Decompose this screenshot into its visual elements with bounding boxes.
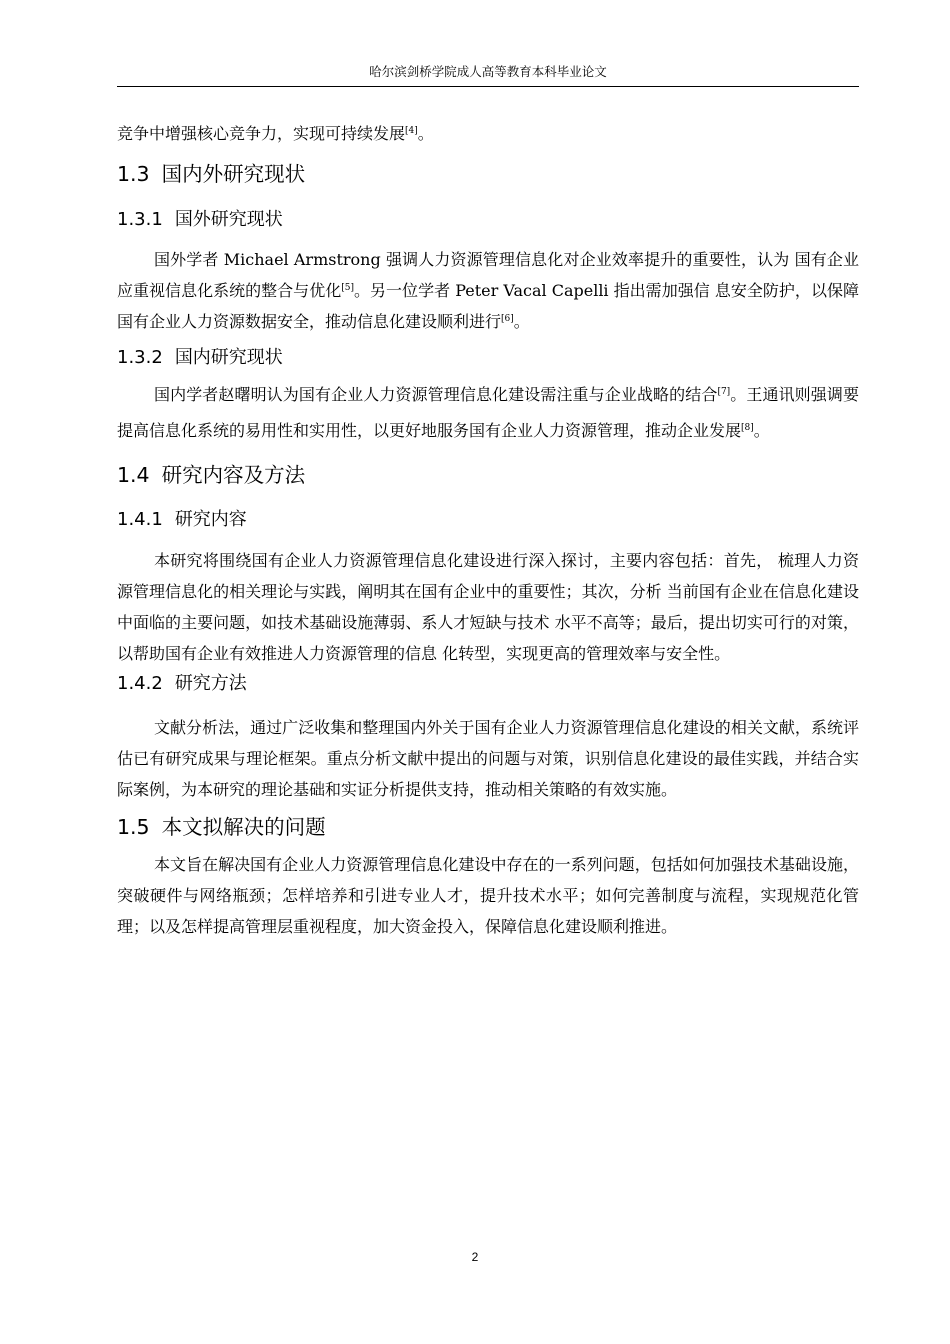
section-title: 本文拟解决的问题	[161, 815, 326, 839]
paragraph-text: 。	[417, 124, 434, 143]
citation: [5]	[341, 283, 354, 293]
section-number: 1.3	[117, 162, 150, 186]
section-heading-1-5	[117, 815, 859, 839]
section-heading-1-4-2	[117, 673, 859, 695]
continuation-paragraph	[117, 118, 859, 149]
paragraph-text: 。另一位学者 Peter Vacal Capelli 指出需加强信 息安全防护，以保障国有企业人力资源数据安全，推动信息化建设顺利进行	[117, 281, 859, 331]
section-number: 1.3.1	[117, 209, 163, 230]
paragraph-text: 。	[753, 421, 770, 440]
citation: [8]	[741, 423, 754, 433]
section-heading-1-3-1	[117, 209, 859, 231]
paragraph-foreign-research	[117, 244, 859, 337]
section-title: 国内研究现状	[174, 347, 283, 368]
citation: [4]	[405, 126, 418, 136]
paragraph-research-content: 本研究将围绕国有企业人力资源管理信息化建设进行深入探讨，主要内容包括：首先， 梳理人力资源管理信息化的相关理论与实践，阐明其在国有企业中的重要性；其次，分析 当前国有企业在信息化建设中面临的主要问题，如技术基础设施薄弱、系人才短缺与技术 水平不高等；最后，提出切实可行的对策，以帮助国有企业有效推进人力资源管理的信息 化转型，实现更高的管理效率与安全性。	[117, 551, 859, 663]
paragraph-text: 国外学者 Michael Armstrong 强调人力资源管理信息化对企业效率提升的重要性，认为 国有企业应重视信息化系统的整合与优化	[117, 250, 859, 300]
citation: [7]	[717, 387, 731, 397]
section-number: 1.4.1	[117, 509, 163, 530]
paragraph-domestic-research	[117, 377, 859, 449]
section-title: 国内外研究现状	[161, 162, 306, 186]
section-title: 国外研究现状	[174, 209, 283, 230]
paragraph-text: 。	[513, 312, 530, 331]
section-number: 1.4.2	[117, 673, 163, 694]
citation: [6]	[501, 314, 514, 324]
section-title: 研究内容及方法	[161, 463, 306, 487]
paragraph-text: 国内学者赵曙明认为国有企业人力资源管理信息化建设需注重与企业战略的结合	[154, 385, 718, 404]
section-number: 1.4	[117, 463, 150, 487]
section-heading-1-3	[117, 162, 859, 186]
body-content	[117, 118, 859, 942]
page-number: 2	[471, 1250, 479, 1264]
section-number: 1.5	[117, 815, 150, 839]
section-number: 1.3.2	[117, 347, 163, 368]
paragraph-text: 竞争中增强核心竞争力，实现可持续发展	[117, 124, 406, 143]
section-heading-1-4	[117, 463, 859, 487]
section-title: 研究方法	[174, 673, 247, 694]
paragraph-text: 。王通讯则强调要提高信息化系统的易用性和实用性，以更好地服务国有企业人力资源管理，推动企业发展	[117, 385, 859, 440]
paragraph-problems: 本文旨在解决国有企业人力资源管理信息化建设中存在的一系列问题，包括如何加强技术基础设施，突破硬件与网络瓶颈；怎样培养和引进专业人才，提升技术水平；如何完善制度与流程，实现规范化管理；以及怎样提高管理层重视程度，加大资金投入，保障信息化建设顺利推进。	[117, 855, 859, 936]
section-heading-1-3-2	[117, 347, 859, 369]
page-header: 哈尔滨剑桥学院成人高等教育本科毕业论文	[117, 62, 859, 87]
section-title: 研究内容	[174, 509, 247, 530]
section-heading-1-4-1	[117, 509, 859, 531]
paragraph-research-method: 文献分析法，通过广泛收集和整理国内外关于国有企业人力资源管理信息化建设的相关文献，系统评估已有研究成果与理论框架。重点分析文献中提出的问题与对策，识别信息化建设的最佳实践，并结合实际案例，为本研究的理论基础和实证分析提供支持，推动相关策略的有效实施。	[117, 718, 859, 799]
